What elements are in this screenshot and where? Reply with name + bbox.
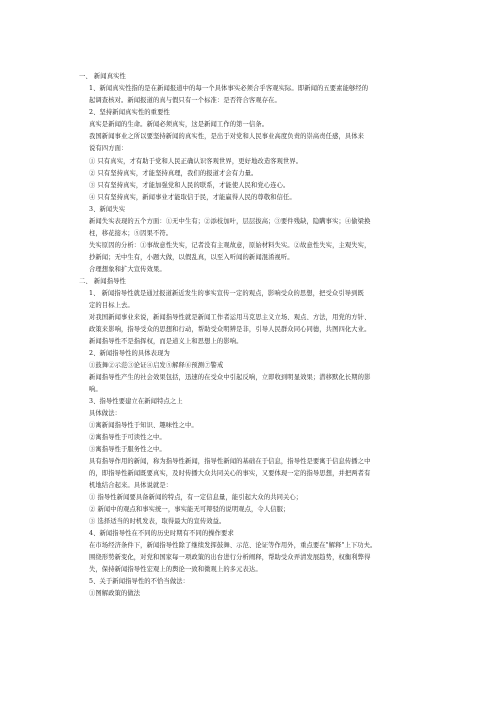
text-line: 说有四方面：	[89, 145, 128, 152]
section-heading: 二、 新闻指导性	[79, 278, 126, 285]
text-line: 合理想象和扩大宣传效果。	[89, 266, 166, 273]
text-line: 具有指导作用的新闻，称为指导性新闻，指导性新闻的基础在于信息，指导性是要寓于信息传播之中	[89, 458, 371, 465]
text-line: 5、关于新闻指导性的不恰当做法：	[89, 578, 190, 585]
text-line: ② 新闻中的观点和事实统一，事实能无可辩驳的说明观点，令人信服；	[89, 506, 290, 513]
text-line: 2、坚持新闻真实性的重要性	[89, 109, 170, 116]
text-line: 3、指导性要建立在新闻特点之上	[89, 398, 183, 405]
text-line: 围绕形势新变化，对党和国家每一项政策的出台进行分析阐释，帮助受众弄清发展趋势，权衡利弊得	[89, 554, 371, 561]
text-line: ①图解政策的做法	[89, 590, 141, 597]
text-line: 的，即指导性新闻既要真实，及时传播大众共同关心的事实，又要体现一定的指导思想，并把两者有	[89, 470, 371, 477]
text-line: ①鼓舞②示范③论证④启发⑤解释⑥预测⑦警戒	[89, 362, 224, 369]
text-line: 1、 新闻指导性就是通过报道新近发生的事实宣传一定的观点，影响受众的思想，把受众引导到既	[89, 290, 364, 297]
text-line: 4、新闻指导性在不同的历史时期有不同的操作要求	[89, 530, 234, 537]
text-line: 新闻失实表现的五个方面：①无中生有；②添枝加叶，层层拔高；③要件残缺，隐瞒事实；④偷梁换	[89, 218, 371, 225]
text-line: ① 指导性新闻要具备新闻的特点，有一定信息量，能引起大众的共同关心；	[89, 494, 303, 501]
section-heading: 一、 新闻真实性	[79, 73, 126, 80]
text-line: 真实是新闻的生命。新闻必须真实，这是新闻工作的第一信条。	[89, 121, 269, 128]
text-line: ③ 只有坚持真实，才能加强党和人民的联系，才能使人民和党心连心。	[89, 182, 290, 189]
text-line: 政策来影响，指导受众的思想和行动，帮助受众明辨是非，引导人民群众同心同德，共图四化大业。	[89, 326, 371, 333]
text-line: 起调查核对。新闻报道的真与假只有一个标准：是否符合客观存在。	[89, 97, 281, 104]
text-line: ③寓指导性于服务性之中。	[89, 446, 166, 453]
text-line: 新闻指导性不是指挥权，而是道义上和思想上的影响。	[89, 338, 243, 345]
text-line: ②寓指导性于可读性之中。	[89, 434, 166, 441]
text-line: 3、新闻失实	[89, 206, 126, 213]
text-line: ④ 只有坚持真实，新闻事业才能取信于民，才能赢得人民的尊敬和信任。	[89, 194, 296, 201]
text-line: 失实原因的分析：①事故意性失实，记者没有主观故意，原始材料失实。②故意性失实，主观失实，	[89, 242, 371, 249]
text-line: 抄新闻；无中生有，小题大做，以假乱真，以至入听闻的新闻混淆视听。	[89, 254, 294, 261]
text-line: 新闻指导性产生的社会效果包括，迅速的在受众中引起反响，立即收到明显效果；潜移默化长期的影	[89, 374, 371, 381]
text-line: 1、新闻真实性指的是在新闻报道中的每一个具体事实必须合乎客观实际。即新闻的五要素能够经的	[89, 85, 369, 92]
text-line: 定的目标上去。	[89, 302, 134, 309]
text-line: 响。	[89, 386, 102, 393]
text-line: ①寓新闻指导性于知识、趣味性之中。	[89, 422, 198, 429]
text-line: ① 只有真实，才有助于党和人民正确认识客观世界，更好地改造客观世界。	[89, 158, 303, 165]
text-line: 失，保持新闻指导性宏观上的舆论一致和微观上的多元表达。	[89, 566, 262, 573]
text-line: 对我国新闻事业来说，新闻指导性就是新闻工作者运用马克思主义立场、观点、方法，用党的方针、	[89, 314, 371, 321]
text-line: ③ 选择适当的时机发表，取得最大的宣传效益。	[89, 518, 226, 525]
text-line: 柱，移花接木；⑤因果不符。	[89, 230, 173, 237]
text-line: ② 只有坚持真实，才能坚持真理，我们的报道才会有力量。	[89, 170, 258, 177]
text-line: 具体做法：	[89, 410, 121, 417]
text-line: 我国新闻事业之所以要坚持新闻的真实性，是出于对党和人民事业高度负责的崇高责任感，具体来	[89, 133, 365, 140]
text-line: 在市场经济条件下，新闻指导性除了继续发挥鼓舞、示范、论证等作用外，重点要在"解释"上下功夫。	[89, 542, 377, 549]
text-line: 机地结合起来。具体说就是：	[89, 482, 173, 489]
text-line: 2、新闻指导性的具体表现为	[89, 350, 170, 357]
